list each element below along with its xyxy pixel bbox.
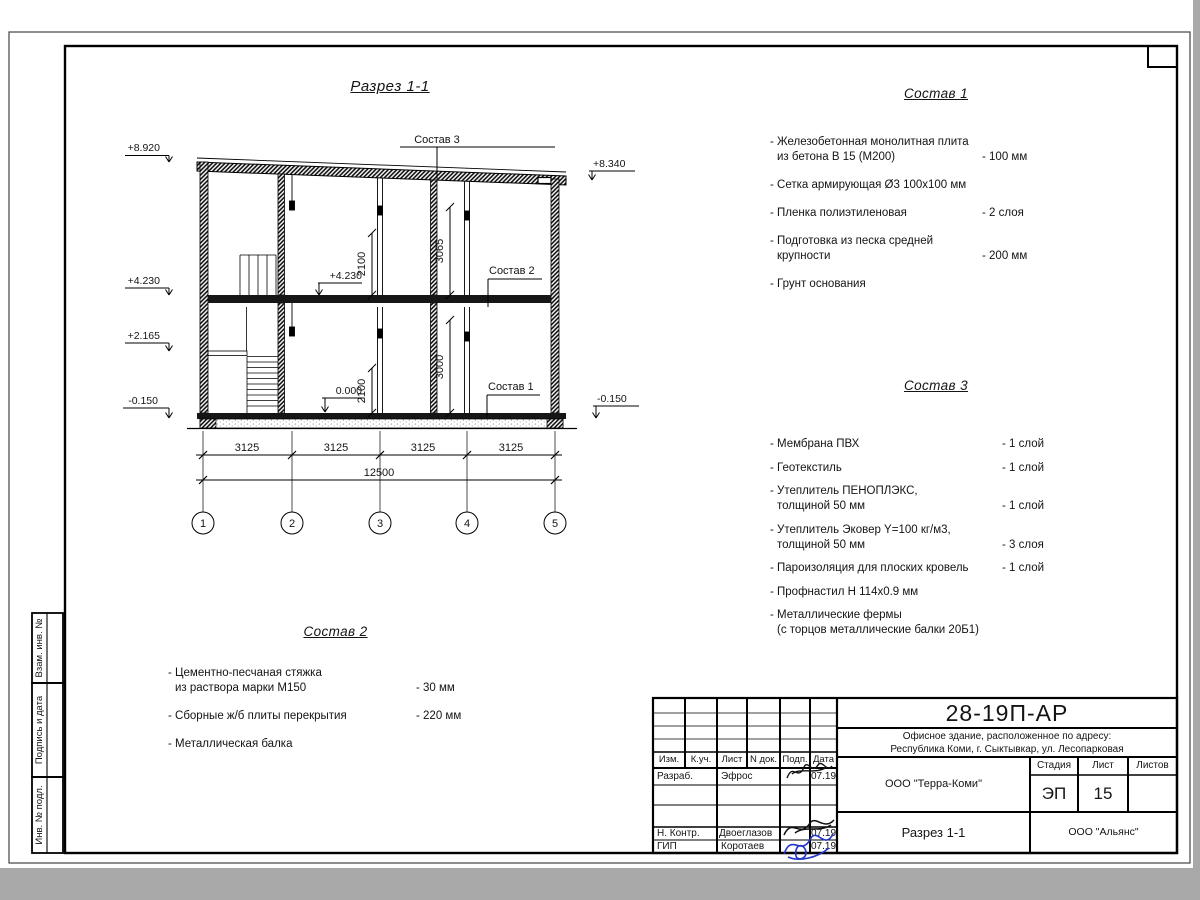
- elev-right-0150: -0.150: [597, 393, 627, 405]
- inner-wall-b-2f: [431, 180, 438, 295]
- dim-3065: 3065: [434, 238, 446, 264]
- axis-5: 5: [551, 518, 559, 530]
- leader-sostav-3: Состав 3: [414, 134, 460, 146]
- ground-floor-slab: [197, 413, 566, 419]
- col-kuch: К.уч.: [690, 754, 712, 765]
- list-item: - Пленка полиэтиленовая - 2 слоя: [770, 207, 1024, 219]
- list-item: - Геотекстиль - 1 слой: [770, 461, 1045, 474]
- list-item: - Утеплитель ПЕНОПЛЭКС, толщиной 50 мм - 1 слой: [770, 485, 1045, 512]
- sostav-2-block: [168, 624, 503, 765]
- elev-inner-0000: 0.000: [335, 385, 362, 397]
- leader-lines: [400, 147, 555, 417]
- list-item: - Утеплитель Эковер Y=100 кг/м3, толщиной 50 мм - 3 слоя: [770, 523, 1044, 551]
- elev-left-8920: +8.920: [127, 142, 160, 154]
- object-address: [837, 730, 1177, 757]
- list-item: - Мембрана ПВХ - 1 слой: [770, 438, 1045, 450]
- axis-1: 1: [199, 518, 207, 530]
- wall-axis-1: [200, 162, 208, 413]
- corner-stamp-box: [1148, 46, 1177, 67]
- vertical-dimensions: [368, 203, 454, 417]
- sheets-value: [1128, 775, 1177, 812]
- sostav-3-block: [770, 378, 1102, 647]
- object-address-line2: Республика Коми, г. Сыктывкар, ул. Лесопарковая: [890, 744, 1124, 755]
- elev-inner-4230: +4.230: [329, 270, 362, 282]
- slabs: [187, 295, 577, 429]
- list-item: - Металлические фермы (с торцов металлические балки 20Б1): [770, 609, 979, 636]
- row-razrab-date: 07.19: [810, 771, 837, 782]
- row-nkontr-role: Н. Контр.: [657, 828, 700, 839]
- wall-axis-5: [551, 179, 559, 413]
- dim-3125-1: 3125: [234, 442, 260, 454]
- sidebar-label-vzam: Взам. инв. №: [33, 618, 45, 678]
- dim-3125-4: 3125: [498, 442, 524, 454]
- sostav-1-title: Состав 1: [903, 86, 969, 101]
- list-item: - Сборные ж/б плиты перекрытия - 220 мм: [168, 710, 462, 722]
- underfloor-strip: [200, 419, 563, 428]
- elev-right-8340: +8.340: [593, 158, 626, 170]
- list-item: - Подготовка из песка средней крупности - 200 мм: [770, 235, 1028, 262]
- object-address-line1: Офисное здание, расположенное по адресу:: [902, 731, 1112, 742]
- row-gip-role: ГИП: [657, 841, 677, 852]
- sidebar-label-inv: Инв. № подл.: [33, 785, 45, 845]
- sostav-3-title: Состав 3: [903, 378, 969, 393]
- sidebar-label-podpis: Подпись и дата: [33, 695, 45, 765]
- dim-3000: 3000: [434, 354, 446, 380]
- dim-2100-2f: 2100: [356, 251, 368, 277]
- leader-sostav-2: Состав 2: [489, 265, 535, 277]
- row-gip-name: Коротаев: [721, 841, 765, 852]
- col-podp: Подп.: [782, 754, 808, 765]
- second-floor-slab: [208, 295, 551, 303]
- sheet-title: Разрез 1-1: [901, 825, 966, 840]
- row-gip-date: 07.19: [810, 841, 837, 852]
- dim-3125-3: 3125: [410, 442, 436, 454]
- sheet-value: 15: [1093, 784, 1113, 803]
- dim-12500: 12500: [363, 467, 395, 479]
- col-izm: Изм.: [658, 754, 680, 765]
- col-ndok: N док.: [749, 754, 778, 765]
- axis-3: 3: [376, 518, 384, 530]
- list-item: - Грунт основания: [770, 278, 866, 290]
- row-razrab-role: Разраб.: [657, 771, 694, 782]
- inner-wall-a-2f: [278, 174, 285, 295]
- row-razrab-name: Эфрос: [721, 771, 753, 782]
- axis-4: 4: [463, 518, 471, 530]
- roof: [197, 158, 566, 185]
- leader-sostav-1: Состав 1: [488, 381, 534, 393]
- building-section-drawing: [90, 55, 650, 555]
- dim-2100-1f: 2100: [356, 378, 368, 404]
- list-item: - Профнастил Н 114x0.9 мм: [770, 585, 919, 598]
- row-nkontr-date: 07.19: [810, 828, 837, 839]
- axis-2: 2: [288, 518, 296, 530]
- stage-value: ЭП: [1041, 784, 1067, 803]
- list-item: - Сетка армирующая Ø3 100x100 мм: [770, 179, 967, 191]
- contractor-org: ООО "Альянс": [1068, 826, 1139, 838]
- designer-org: ООО "Терра-Коми": [884, 778, 982, 790]
- col-list: Лист: [721, 754, 743, 765]
- walls: [200, 162, 559, 413]
- sheets-label: Листов: [1136, 760, 1169, 771]
- list-item: - Пароизоляция для плоских кровель - 1 слой: [770, 562, 1045, 574]
- sheet-label: Лист: [1092, 760, 1114, 771]
- list-item: - Цементно-песчаная стяжка из раствора марки М150 - 30 мм: [168, 667, 455, 694]
- col-data: Дата: [812, 754, 835, 765]
- section-title: Разрез 1-1: [350, 78, 430, 95]
- signature-gip: [779, 826, 837, 862]
- elev-left-0150: -0.150: [128, 395, 158, 407]
- stage-label: Стадия: [1036, 760, 1072, 771]
- list-item: - Металлическая балка: [168, 738, 293, 750]
- doc-number: 28-19П-АР: [945, 700, 1069, 726]
- list-item: - Железобетонная монолитная плита из бетона В 15 (М200) - 100 мм: [770, 136, 1028, 163]
- row-nkontr-name: Двоеглазов: [719, 828, 773, 839]
- sostav-2-title: Состав 2: [303, 624, 368, 639]
- inner-wall-a-1f: [278, 303, 285, 413]
- elev-left-2165: +2.165: [127, 330, 160, 342]
- sostav-1-block: [770, 86, 1102, 305]
- elev-left-4230: +4.230: [127, 275, 160, 287]
- dim-3125-2: 3125: [323, 442, 349, 454]
- signature-razrab: [783, 758, 835, 784]
- stairs: [208, 255, 278, 413]
